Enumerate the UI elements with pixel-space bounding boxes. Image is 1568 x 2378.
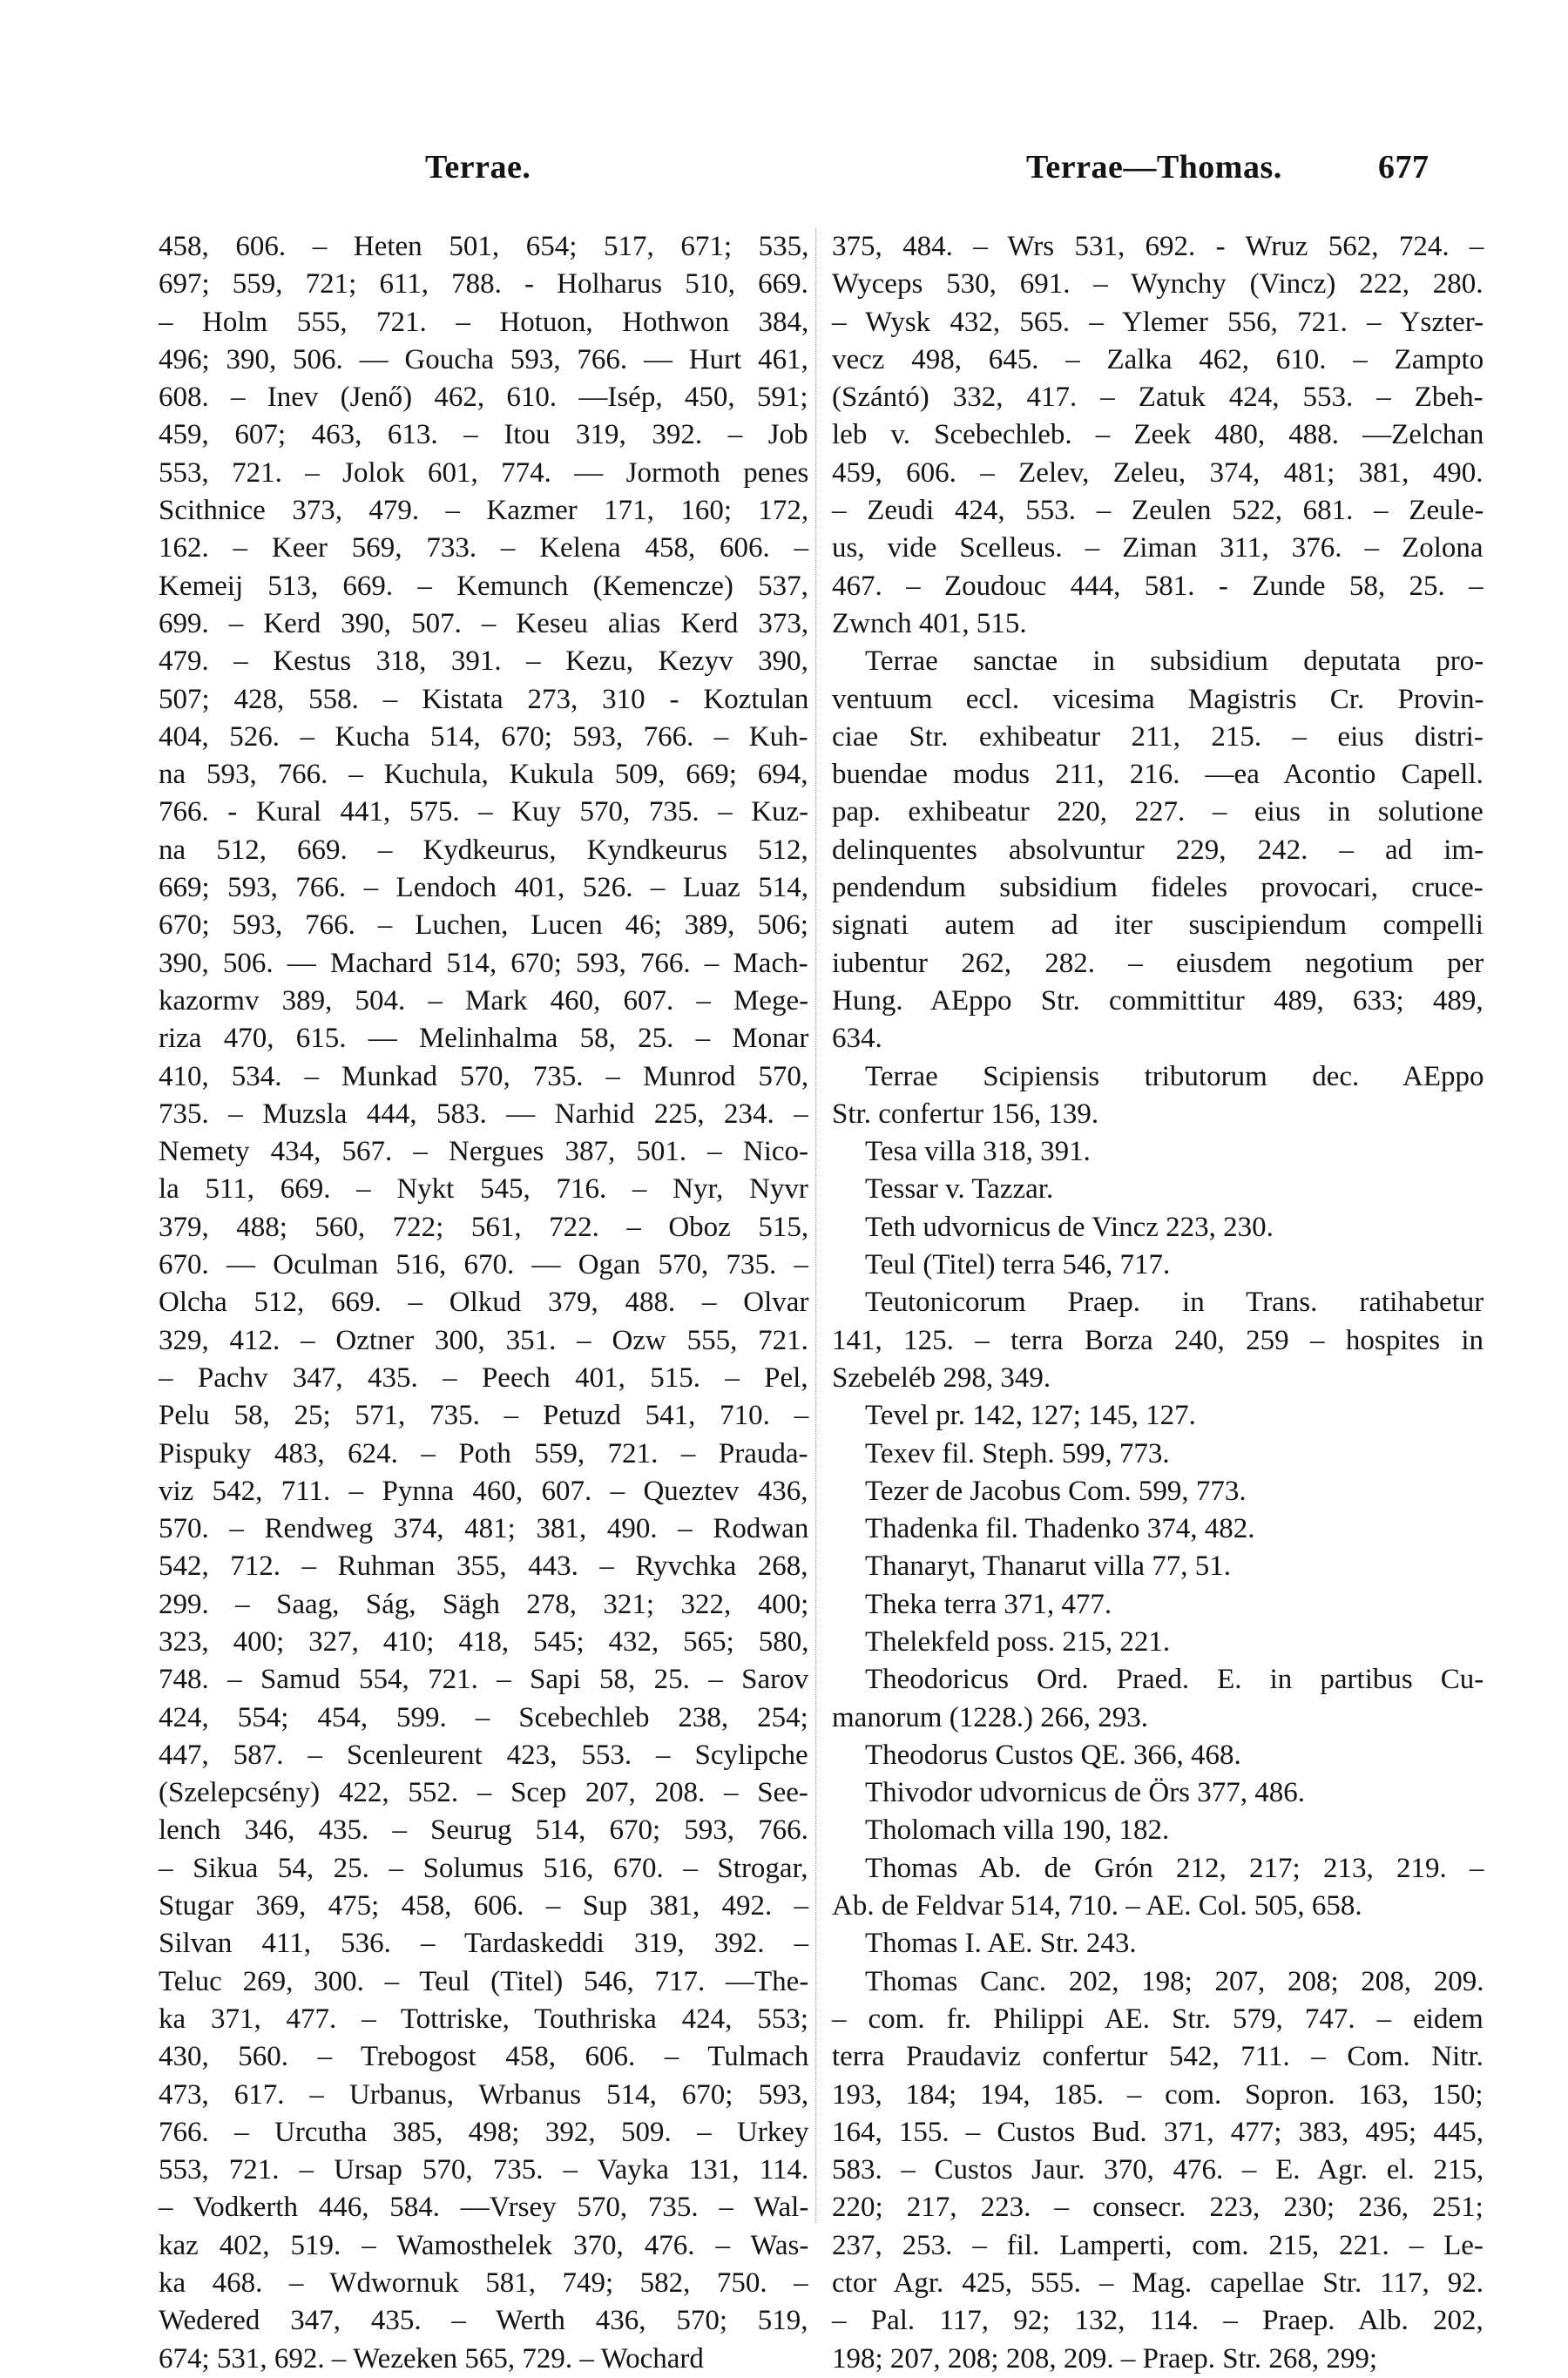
index-line: vecz 498, 645. – Zalka 462, 610. – Zampto [832, 343, 1484, 375]
index-line: iubentur 262, 282. – eiusdem negotium per [832, 947, 1484, 979]
index-entry-start: Thanaryt, Thanarut villa 77, 51. [865, 1550, 1232, 1583]
index-line: buendae modus 211, 216. —ea Acontio Capell. [832, 759, 1484, 791]
index-entry-start: Thelekfeld poss. 215, 221. [865, 1625, 1171, 1658]
running-head-left: Terrae. [425, 149, 531, 186]
index-entry-start: Terrae Scipiensis tributorum dec. AEppo [865, 1060, 1484, 1092]
index-line: Wyceps 530, 691. – Wynchy (Vincz) 222, 280. [832, 268, 1484, 301]
index-line: 198; 207, 208; 208, 209. – Praep. Str. 268, 299; [832, 2342, 1378, 2375]
index-line: ciae Str. exhibeatur 211, 215. – eius distri- [832, 720, 1484, 753]
index-line: signati autem ad iter suscipiendum compelli [832, 909, 1484, 942]
index-entry-start: Tholomach villa 190, 182. [865, 1814, 1170, 1847]
index-line: 699. – Kerd 390, 507. – Keseu alias Kerd 373, [159, 607, 809, 639]
index-line: Pelu 58, 25; 571, 735. – Petuzd 541, 710. – [159, 1400, 809, 1432]
index-line: ctor Agr. 425, 555. – Mag. capellae Str. 117, 92. [832, 2267, 1484, 2300]
index-line: Teluc 269, 300. – Teul (Titel) 546, 717. —The- [159, 1965, 809, 1997]
index-line: – Pachv 347, 435. – Peech 401, 515. – Pel, [159, 1361, 808, 1394]
index-line: 766. - Kural 441, 575. – Kuy 570, 735. – Kuz- [159, 796, 809, 828]
index-entry-start: Teutonicorum Praep. in Trans. ratihabetur [865, 1287, 1484, 1319]
index-line: ka 371, 477. – Tottriske, Touthriska 424, 553; [159, 2003, 808, 2035]
index-line: 670; 593, 766. – Luchen, Lucen 46; 389, 506; [159, 909, 808, 942]
index-entry-start: Tessar v. Tazzar. [865, 1173, 1054, 1206]
index-line: Hung. AEppo Str. committitur 489, 633; 489, [832, 984, 1484, 1017]
index-entry-start: Thadenka fil. Thadenko 374, 482. [865, 1513, 1255, 1545]
index-line: pendendum subsidium fideles provocari, cruce- [832, 872, 1484, 904]
index-entry-start: Thomas Canc. 202, 198; 207, 208; 208, 209. [865, 1965, 1484, 1997]
index-entry-start: Thomas Ab. de Grón 212, 217; 213, 219. – [865, 1852, 1484, 1884]
index-line: 447, 587. – Scenleurent 423, 553. – Scylipche [159, 1739, 808, 1771]
index-line: 162. – Keer 569, 733. – Kelena 458, 606. – [159, 532, 809, 564]
index-line: na 593, 766. – Kuchula, Kukula 509, 669; 694, [159, 759, 808, 791]
index-line: 670. — Oculman 516, 670. — Ogan 570, 735. – [159, 1249, 808, 1281]
index-line: Str. confertur 156, 139. [832, 1098, 1099, 1130]
index-line: leb v. Scebechleb. – Zeek 480, 488. —Zelchan [832, 419, 1484, 451]
index-line: viz 542, 711. – Pynna 460, 607. – Queztev 436, [159, 1475, 808, 1507]
index-line: 459, 607; 463, 613. – Itou 319, 392. – Job [159, 419, 808, 451]
index-line: 748. – Samud 554, 721. – Sapi 58, 25. – Sarov [159, 1664, 809, 1696]
index-line: – Holm 555, 721. – Hotuon, Hothwon 384, [159, 306, 809, 338]
index-entry-start: Teth udvornicus de Vincz 223, 230. [865, 1211, 1274, 1243]
index-line: pap. exhibeatur 220, 227. – eius in solutione [832, 796, 1484, 828]
index-entry-start: Tesa villa 318, 391. [865, 1136, 1091, 1168]
index-line: – Zeudi 424, 553. – Zeulen 522, 681. – Zeule- [832, 495, 1484, 527]
index-line: 553, 721. – Ursap 570, 735. – Vayka 131, 114. [159, 2154, 809, 2186]
index-line: Szebeléb 298, 349. [832, 1361, 1051, 1394]
index-line: 608. – Inev (Jenő) 462, 610. —Isép, 450, 591; [159, 382, 808, 414]
index-line: la 511, 669. – Nykt 545, 716. – Nyr, Nyvr [159, 1173, 808, 1206]
index-line: Scithnice 373, 479. – Kazmer 171, 160; 172, [159, 495, 809, 527]
index-line: Stugar 369, 475; 458, 606. – Sup 381, 492. – [159, 1890, 809, 1922]
index-line: 375, 484. – Wrs 531, 692. - Wruz 562, 724. – [832, 231, 1484, 262]
index-line: kazormv 389, 504. – Mark 460, 607. – Mege- [159, 984, 809, 1017]
index-line: – com. fr. Philippi AE. Str. 579, 747. – eidem [832, 2003, 1484, 2035]
index-line: 583. – Custos Jaur. 370, 476. – E. Agr. el. 215, [832, 2154, 1484, 2186]
index-line: Zwnch 401, 515. [832, 607, 1027, 639]
index-line: ventuum eccl. vicesima Magistris Cr. Provin- [832, 683, 1484, 715]
index-line: riza 470, 615. — Melinhalma 58, 25. – Monar [159, 1023, 809, 1055]
running-head-center: Terrae—Thomas. [1026, 149, 1282, 186]
index-line: 458, 606. – Heten 501, 654; 517, 671; 535, [159, 231, 809, 262]
index-line: 329, 412. – Oztner 300, 351. – Ozw 555, 721. [159, 1324, 808, 1356]
index-line: us, vide Scelleus. – Ziman 311, 376. – Zolona [832, 532, 1484, 564]
index-entry-start: Theodoricus Ord. Praed. E. in partibus Cu- [865, 1664, 1484, 1696]
index-line: 542, 712. – Ruhman 355, 443. – Ryvchka 268, [159, 1550, 808, 1583]
index-line: (Szántó) 332, 417. – Zatuk 424, 553. – Zbeh- [832, 382, 1484, 414]
index-line: 674; 531, 692. – Wezeken 565, 729. – Wochard [159, 2342, 704, 2375]
index-entry-start: Thomas I. AE. Str. 243. [865, 1928, 1137, 1960]
index-line: kaz 402, 519. – Wamosthelek 370, 476. – Was- [159, 2229, 809, 2261]
index-line: 164, 155. – Custos Bud. 371, 477; 383, 495; 445, [832, 2116, 1484, 2148]
index-line: – Vodkerth 446, 584. —Vrsey 570, 735. – Wal- [159, 2192, 809, 2224]
index-line: 697; 559, 721; 611, 788. - Holharus 510, 669. [159, 268, 808, 301]
index-line: 479. – Kestus 318, 391. – Kezu, Kezyv 390, [159, 645, 808, 678]
index-line: 379, 488; 560, 722; 561, 722. – Oboz 515, [159, 1211, 809, 1243]
index-line: 193, 184; 194, 185. – com. Sopron. 163, 150; [832, 2078, 1484, 2111]
index-line: Wedered 347, 435. – Werth 436, 570; 519, [159, 2305, 808, 2337]
index-line: (Szelepcsény) 422, 552. – Scep 207, 208. – See- [159, 1777, 808, 1809]
index-line: 430, 560. – Trebogost 458, 606. – Tulmach [159, 2041, 809, 2073]
index-entry-start: Theka terra 371, 477. [865, 1588, 1112, 1620]
index-column-left [159, 228, 808, 2378]
index-line: Nemety 434, 567. – Nergues 387, 501. – Nico- [159, 1136, 808, 1168]
index-line: na 512, 669. – Kydkeurus, Kyndkeurus 512, [159, 834, 808, 866]
index-line: 424, 554; 454, 599. – Scebechleb 238, 254; [159, 1701, 808, 1733]
index-line: 473, 617. – Urbanus, Wrbanus 514, 670; 593, [159, 2078, 809, 2111]
index-line: 220; 217, 223. – consecr. 223, 230; 236, 251; [832, 2192, 1484, 2224]
index-line: 467. – Zoudouc 444, 581. - Zunde 58, 25. – [832, 570, 1484, 602]
index-line: 553, 721. – Jolok 601, 774. — Jormoth penes [159, 456, 809, 489]
index-line: 237, 253. – fil. Lamperti, com. 215, 221. – Le- [832, 2229, 1484, 2261]
index-line: 404, 526. – Kucha 514, 670; 593, 766. – Kuh- [159, 720, 808, 753]
index-line: Silvan 411, 536. – Tardaskeddi 319, 392. – [159, 1928, 809, 1960]
index-entry-start: Theodorus Custos QE. 366, 468. [865, 1739, 1241, 1771]
index-line: 459, 606. – Zelev, Zeleu, 374, 481; 381, 490. [832, 456, 1484, 489]
index-line: lench 346, 435. – Seurug 514, 670; 593, 766. [159, 1814, 808, 1847]
index-entry-start: Teul (Titel) terra 546, 717. [865, 1249, 1171, 1281]
index-entry-start: Terrae sanctae in subsidium deputata pro- [865, 645, 1484, 678]
index-entry-start: Thivodor udvornicus de Örs 377, 486. [865, 1777, 1306, 1809]
index-line: manorum (1228.) 266, 293. [832, 1701, 1148, 1733]
index-line: 323, 400; 327, 410; 418, 545; 432, 565; 580, [159, 1625, 809, 1658]
index-line: Kemeij 513, 669. – Kemunch (Kemencze) 537, [159, 570, 808, 602]
index-line: 410, 534. – Munkad 570, 735. – Munrod 570, [159, 1060, 809, 1092]
index-line: – Sikua 54, 25. – Solumus 516, 670. – Strogar, [159, 1852, 808, 1884]
index-line: 390, 506. — Machard 514, 670; 593, 766. – Mach- [159, 947, 808, 979]
page-number: 677 [1378, 149, 1429, 186]
index-line: 141, 125. – terra Borza 240, 259 – hospites in [832, 1324, 1484, 1356]
index-entry-start: Tezer de Jacobus Com. 599, 773. [865, 1475, 1247, 1507]
index-line: Olcha 512, 669. – Olkud 379, 488. – Olvar [159, 1287, 809, 1319]
index-line: ka 468. – Wdwornuk 581, 749; 582, 750. – [159, 2267, 808, 2300]
index-line: 570. – Rendweg 374, 481; 381, 490. – Rodwan [159, 1513, 809, 1545]
index-line: Pispuky 483, 624. – Poth 559, 721. – Prauda- [159, 1437, 808, 1469]
index-line: – Wysk 432, 565. – Ylemer 556, 721. – Yszter- [832, 306, 1484, 338]
index-column-right [832, 228, 1484, 2378]
index-line: Ab. de Feldvar 514, 710. – AE. Col. 505, 658. [832, 1890, 1362, 1922]
index-entry-start: Texev fil. Steph. 599, 773. [865, 1437, 1170, 1469]
index-entry-start: Tevel pr. 142, 127; 145, 127. [865, 1400, 1196, 1432]
index-line: terra Praudaviz confertur 542, 711. – Com. Nitr. [832, 2041, 1484, 2073]
index-line: delinquentes absolvuntur 229, 242. – ad im- [832, 834, 1484, 866]
index-line: 634. [832, 1023, 882, 1055]
index-line: 507; 428, 558. – Kistata 273, 310 - Koztulan [159, 683, 809, 715]
column-divider [815, 228, 817, 2223]
index-line: 299. – Saag, Ság, Sägh 278, 321; 322, 400; [159, 1588, 809, 1620]
index-line: 735. – Muzsla 444, 583. — Narhid 225, 234. – [159, 1098, 808, 1130]
index-line: 496; 390, 506. — Goucha 593, 766. — Hurt 461, [159, 343, 808, 375]
index-line: – Pal. 117, 92; 132, 114. – Praep. Alb. 202, [832, 2305, 1484, 2337]
index-line: 766. – Urcutha 385, 498; 392, 509. – Urkey [159, 2116, 809, 2148]
index-line: 669; 593, 766. – Lendoch 401, 526. – Luaz 514, [159, 872, 809, 904]
